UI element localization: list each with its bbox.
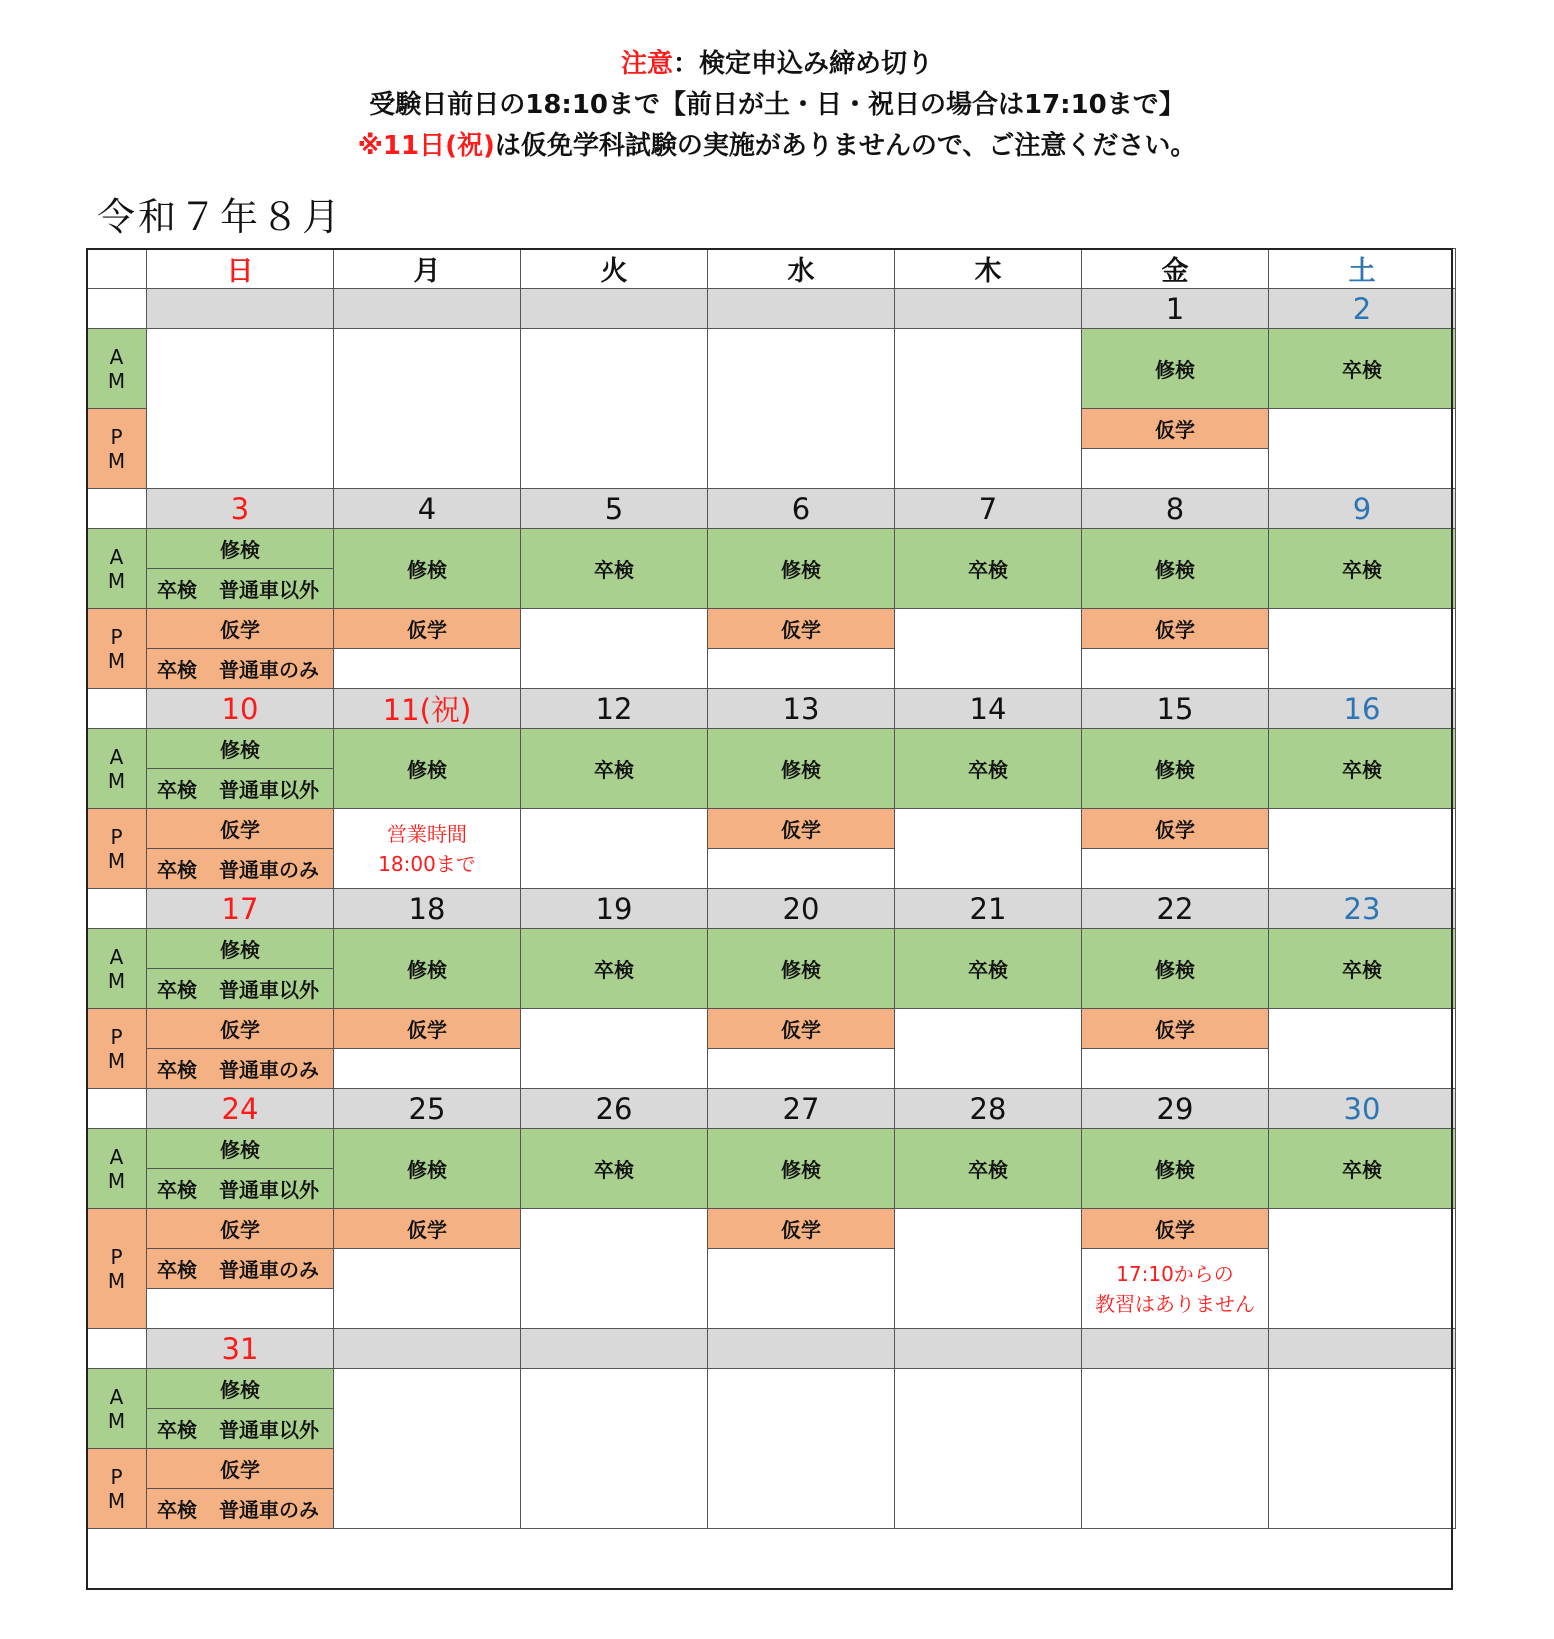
date-bar-blank — [86, 288, 147, 329]
date-cell — [1268, 1328, 1456, 1369]
exam-type: 卒検 — [157, 1178, 197, 1202]
am-label-letter: A — [109, 344, 124, 369]
am-slot-shuken: 修検 — [1081, 328, 1269, 409]
am-slot-shuken: 修検 — [146, 728, 334, 769]
am-slot-sotsuken: 卒検 — [894, 928, 1082, 1009]
notice-holiday: ※11日(祝) — [357, 131, 495, 161]
pm-empty — [1268, 808, 1456, 889]
am-slot-sotsuken: 卒検 — [1268, 728, 1456, 809]
note-line: 18:00まで — [378, 851, 476, 876]
am-slot-shuken: 修検 — [707, 1128, 895, 1209]
am-slot-shuken: 修検 — [707, 928, 895, 1009]
date-cell: 21 — [894, 888, 1082, 929]
sunday-sub-slot — [146, 1488, 334, 1529]
am-slot-shuken: 修検 — [146, 528, 334, 569]
am-slot-shuken: 修検 — [1081, 1128, 1269, 1209]
vehicle-type: 普通車以外 — [219, 778, 319, 802]
date-bar-blank — [86, 888, 147, 929]
pm-empty — [1268, 608, 1456, 689]
date-bar-blank — [86, 488, 147, 529]
am-slot-shuken: 修検 — [146, 1368, 334, 1409]
am-label-letter: A — [109, 1384, 124, 1409]
pm-label-letter: M — [107, 1268, 126, 1293]
pm-empty — [894, 1208, 1082, 1329]
exam-type: 卒検 — [157, 578, 197, 602]
notice-line-2: 受験日前日の18:10まで【前日が土・日・祝日の場合は17:10まで】 — [369, 90, 1185, 120]
pm-label — [86, 608, 147, 689]
pm-slot-karigaku: 仮学 — [1081, 1208, 1269, 1249]
pm-slot-karigaku: 仮学 — [146, 1008, 334, 1049]
date-cell — [333, 288, 521, 329]
am-label-letter: M — [107, 768, 126, 793]
am-label — [86, 728, 147, 809]
weekday-header-4: 木 — [894, 248, 1082, 289]
note-line: 17:10からの — [1116, 1261, 1234, 1286]
pm-empty — [1081, 648, 1269, 689]
empty-day — [520, 328, 708, 489]
pm-slot-karigaku: 仮学 — [1081, 408, 1269, 449]
am-slot-shuken: 修検 — [333, 728, 521, 809]
pm-slot-karigaku: 仮学 — [1081, 808, 1269, 849]
notice-deadline-title: ：検定申込み締め切り — [673, 49, 934, 79]
exam-type: 卒検 — [157, 858, 197, 882]
am-slot-sotsuken: 卒検 — [520, 1128, 708, 1209]
weekday-header-5: 金 — [1081, 248, 1269, 289]
sunday-sub-slot — [146, 648, 334, 689]
pm-empty — [1268, 408, 1456, 489]
pm-empty — [894, 608, 1082, 689]
exam-type: 卒検 — [157, 1058, 197, 1082]
date-cell: 12 — [520, 688, 708, 729]
am-label — [86, 1128, 147, 1209]
pm-label-letter: P — [110, 1244, 123, 1269]
weekday-header-6: 土 — [1268, 248, 1456, 289]
pm-slot-karigaku: 仮学 — [146, 1448, 334, 1489]
pm-empty — [707, 1048, 895, 1089]
am-slot-shuken: 修検 — [333, 528, 521, 609]
pm-slot-karigaku: 仮学 — [707, 1008, 895, 1049]
date-cell — [146, 288, 334, 329]
pm-empty — [1081, 1048, 1269, 1089]
sunday-sub-slot — [146, 968, 334, 1009]
date-cell: 14 — [894, 688, 1082, 729]
date-cell: 7 — [894, 488, 1082, 529]
vehicle-type: 普通車以外 — [219, 1418, 319, 1442]
empty-day — [894, 328, 1082, 489]
pm-empty — [520, 808, 708, 889]
date-cell — [520, 1328, 708, 1369]
pm-empty — [1268, 1208, 1456, 1329]
am-slot-shuken: 修検 — [1081, 528, 1269, 609]
pm-empty — [520, 608, 708, 689]
sunday-sub-slot — [146, 768, 334, 809]
notice-caution: 注意 — [620, 49, 673, 79]
pm-empty — [333, 1048, 521, 1089]
am-label-letter: M — [107, 1168, 126, 1193]
pm-empty — [146, 1288, 334, 1329]
pm-empty — [894, 1008, 1082, 1089]
am-slot-shuken: 修検 — [707, 528, 895, 609]
date-cell — [894, 1328, 1082, 1369]
pm-slot-karigaku: 仮学 — [1081, 1008, 1269, 1049]
sunday-sub-slot — [146, 1248, 334, 1289]
vehicle-type: 普通車以外 — [219, 578, 319, 602]
empty-day — [146, 328, 334, 489]
date-cell: 17 — [146, 888, 334, 929]
pm-label-letter: M — [107, 648, 126, 673]
exam-type: 卒検 — [157, 978, 197, 1002]
pm-label-letter: P — [110, 424, 123, 449]
am-label-letter: M — [107, 568, 126, 593]
am-label-letter: M — [107, 968, 126, 993]
note-line: 営業時間 — [386, 821, 467, 846]
pm-label-letter: P — [110, 624, 123, 649]
pm-slot-karigaku: 仮学 — [707, 1208, 895, 1249]
pm-label-letter: M — [107, 1048, 126, 1073]
date-cell: 5 — [520, 488, 708, 529]
am-slot-sotsuken: 卒検 — [1268, 528, 1456, 609]
pm-empty — [1268, 1008, 1456, 1089]
am-slot-sotsuken: 卒検 — [894, 528, 1082, 609]
pm-empty — [707, 648, 895, 689]
date-cell: 24 — [146, 1088, 334, 1129]
exam-type: 卒検 — [157, 658, 197, 682]
pm-slot-karigaku: 仮学 — [333, 1208, 521, 1249]
pm-label-letter: M — [107, 848, 126, 873]
pm-empty — [333, 1248, 521, 1329]
empty-day — [894, 1368, 1082, 1529]
exam-type: 卒検 — [157, 778, 197, 802]
vehicle-type: 普通車以外 — [219, 978, 319, 1002]
exam-type: 卒検 — [157, 1498, 197, 1522]
date-bar-blank — [86, 1088, 147, 1129]
sunday-sub-slot — [146, 1168, 334, 1209]
am-slot-shuken: 修検 — [707, 728, 895, 809]
date-cell — [520, 288, 708, 329]
pm-slot-karigaku: 仮学 — [146, 808, 334, 849]
am-slot-sotsuken: 卒検 — [520, 728, 708, 809]
date-cell: 22 — [1081, 888, 1269, 929]
date-cell: 20 — [707, 888, 895, 929]
pm-label — [86, 808, 147, 889]
empty-day — [1081, 1368, 1269, 1529]
empty-day — [707, 328, 895, 489]
am-slot-shuken: 修検 — [1081, 728, 1269, 809]
date-bar-blank — [86, 688, 147, 729]
pm-slot-karigaku: 仮学 — [333, 1008, 521, 1049]
pm-label — [86, 1208, 147, 1329]
am-slot-sotsuken: 卒検 — [894, 1128, 1082, 1209]
am-label-letter: A — [109, 1144, 124, 1169]
empty-day — [707, 1368, 895, 1529]
exam-type: 卒検 — [157, 1258, 197, 1282]
date-cell: 10 — [146, 688, 334, 729]
exam-type: 卒検 — [157, 1418, 197, 1442]
pm-slot-karigaku: 仮学 — [146, 608, 334, 649]
empty-day — [1268, 1368, 1456, 1529]
sunday-sub-slot — [146, 1408, 334, 1449]
date-cell: 13 — [707, 688, 895, 729]
date-cell: 31 — [146, 1328, 334, 1369]
pm-empty — [520, 1008, 708, 1089]
date-cell: 2 — [1268, 288, 1456, 329]
pm-label-letter: P — [110, 1464, 123, 1489]
pm-empty — [333, 648, 521, 689]
date-cell: 11(祝) — [333, 688, 521, 729]
empty-day — [333, 328, 521, 489]
am-slot-shuken: 修検 — [1081, 928, 1269, 1009]
am-slot-sotsuken: 卒検 — [1268, 928, 1456, 1009]
am-label-letter: A — [109, 744, 124, 769]
am-slot-shuken: 修検 — [146, 1128, 334, 1169]
weekday-header-1: 月 — [333, 248, 521, 289]
date-cell: 8 — [1081, 488, 1269, 529]
am-label-letter: A — [109, 944, 124, 969]
pm-slot-karigaku: 仮学 — [707, 808, 895, 849]
date-cell: 3 — [146, 488, 334, 529]
sunday-sub-slot — [146, 568, 334, 609]
am-slot-sotsuken: 卒検 — [894, 728, 1082, 809]
pm-empty — [894, 808, 1082, 889]
weekday-header-0: 日 — [146, 248, 334, 289]
date-cell — [707, 288, 895, 329]
pm-slot-karigaku: 仮学 — [333, 608, 521, 649]
vehicle-type: 普通車のみ — [219, 1258, 319, 1282]
notice-holiday-rest: は仮免学科試験の実施がありませんので、ご注意ください。 — [494, 131, 1197, 161]
empty-day — [333, 1368, 521, 1529]
date-bar-blank — [86, 1328, 147, 1369]
am-slot-sotsuken: 卒検 — [520, 928, 708, 1009]
pm-empty — [1081, 848, 1269, 889]
note-aug29 — [1081, 1248, 1269, 1329]
am-slot-sotsuken: 卒検 — [520, 528, 708, 609]
note-line: 教習はありません — [1095, 1291, 1255, 1316]
weekday-header-2: 火 — [520, 248, 708, 289]
empty-day — [520, 1368, 708, 1529]
pm-label-letter: P — [110, 824, 123, 849]
date-cell: 27 — [707, 1088, 895, 1129]
date-cell: 18 — [333, 888, 521, 929]
pm-empty — [707, 848, 895, 889]
pm-empty — [520, 1208, 708, 1329]
note-aug11 — [333, 808, 521, 889]
date-cell: 19 — [520, 888, 708, 929]
sunday-sub-slot — [146, 848, 334, 889]
pm-label-letter: M — [107, 1488, 126, 1513]
date-cell: 28 — [894, 1088, 1082, 1129]
date-cell: 30 — [1268, 1088, 1456, 1129]
date-cell: 25 — [333, 1088, 521, 1129]
date-cell: 23 — [1268, 888, 1456, 929]
calendar-title: 令和７年８月 — [97, 195, 344, 239]
am-label — [86, 928, 147, 1009]
date-cell: 26 — [520, 1088, 708, 1129]
date-cell — [1081, 1328, 1269, 1369]
pm-label — [86, 1448, 147, 1529]
pm-label — [86, 1008, 147, 1089]
vehicle-type: 普通車のみ — [219, 858, 319, 882]
am-slot-sotsuken: 卒検 — [1268, 328, 1456, 409]
weekday-header-corner — [86, 248, 147, 289]
pm-empty — [1081, 448, 1269, 489]
am-label-letter: M — [107, 1408, 126, 1433]
date-cell: 16 — [1268, 688, 1456, 729]
calendar-grid — [86, 248, 1453, 1590]
am-label-letter: A — [109, 544, 124, 569]
vehicle-type: 普通車以外 — [219, 1178, 319, 1202]
date-cell: 29 — [1081, 1088, 1269, 1129]
notice-line-1 — [0, 44, 1554, 85]
am-slot-shuken: 修検 — [333, 1128, 521, 1209]
date-cell — [707, 1328, 895, 1369]
am-label-letter: M — [107, 368, 126, 393]
pm-label-letter: M — [107, 448, 126, 473]
weekday-header-3: 水 — [707, 248, 895, 289]
date-cell: 4 — [333, 488, 521, 529]
pm-label — [86, 408, 147, 489]
pm-slot-karigaku: 仮学 — [146, 1208, 334, 1249]
date-cell: 6 — [707, 488, 895, 529]
date-cell — [333, 1328, 521, 1369]
vehicle-type: 普通車のみ — [219, 1058, 319, 1082]
vehicle-type: 普通車のみ — [219, 1498, 319, 1522]
pm-label-letter: P — [110, 1024, 123, 1049]
date-cell: 15 — [1081, 688, 1269, 729]
sunday-sub-slot — [146, 1048, 334, 1089]
am-label — [86, 1368, 147, 1449]
pm-slot-karigaku: 仮学 — [1081, 608, 1269, 649]
am-label — [86, 328, 147, 409]
am-slot-sotsuken: 卒検 — [1268, 1128, 1456, 1209]
am-label — [86, 528, 147, 609]
pm-slot-karigaku: 仮学 — [707, 608, 895, 649]
notice-line-3 — [0, 126, 1554, 167]
am-slot-shuken: 修検 — [146, 928, 334, 969]
date-cell: 1 — [1081, 288, 1269, 329]
date-cell: 9 — [1268, 488, 1456, 529]
vehicle-type: 普通車のみ — [219, 658, 319, 682]
pm-empty — [707, 1248, 895, 1329]
date-cell — [894, 288, 1082, 329]
am-slot-shuken: 修検 — [333, 928, 521, 1009]
